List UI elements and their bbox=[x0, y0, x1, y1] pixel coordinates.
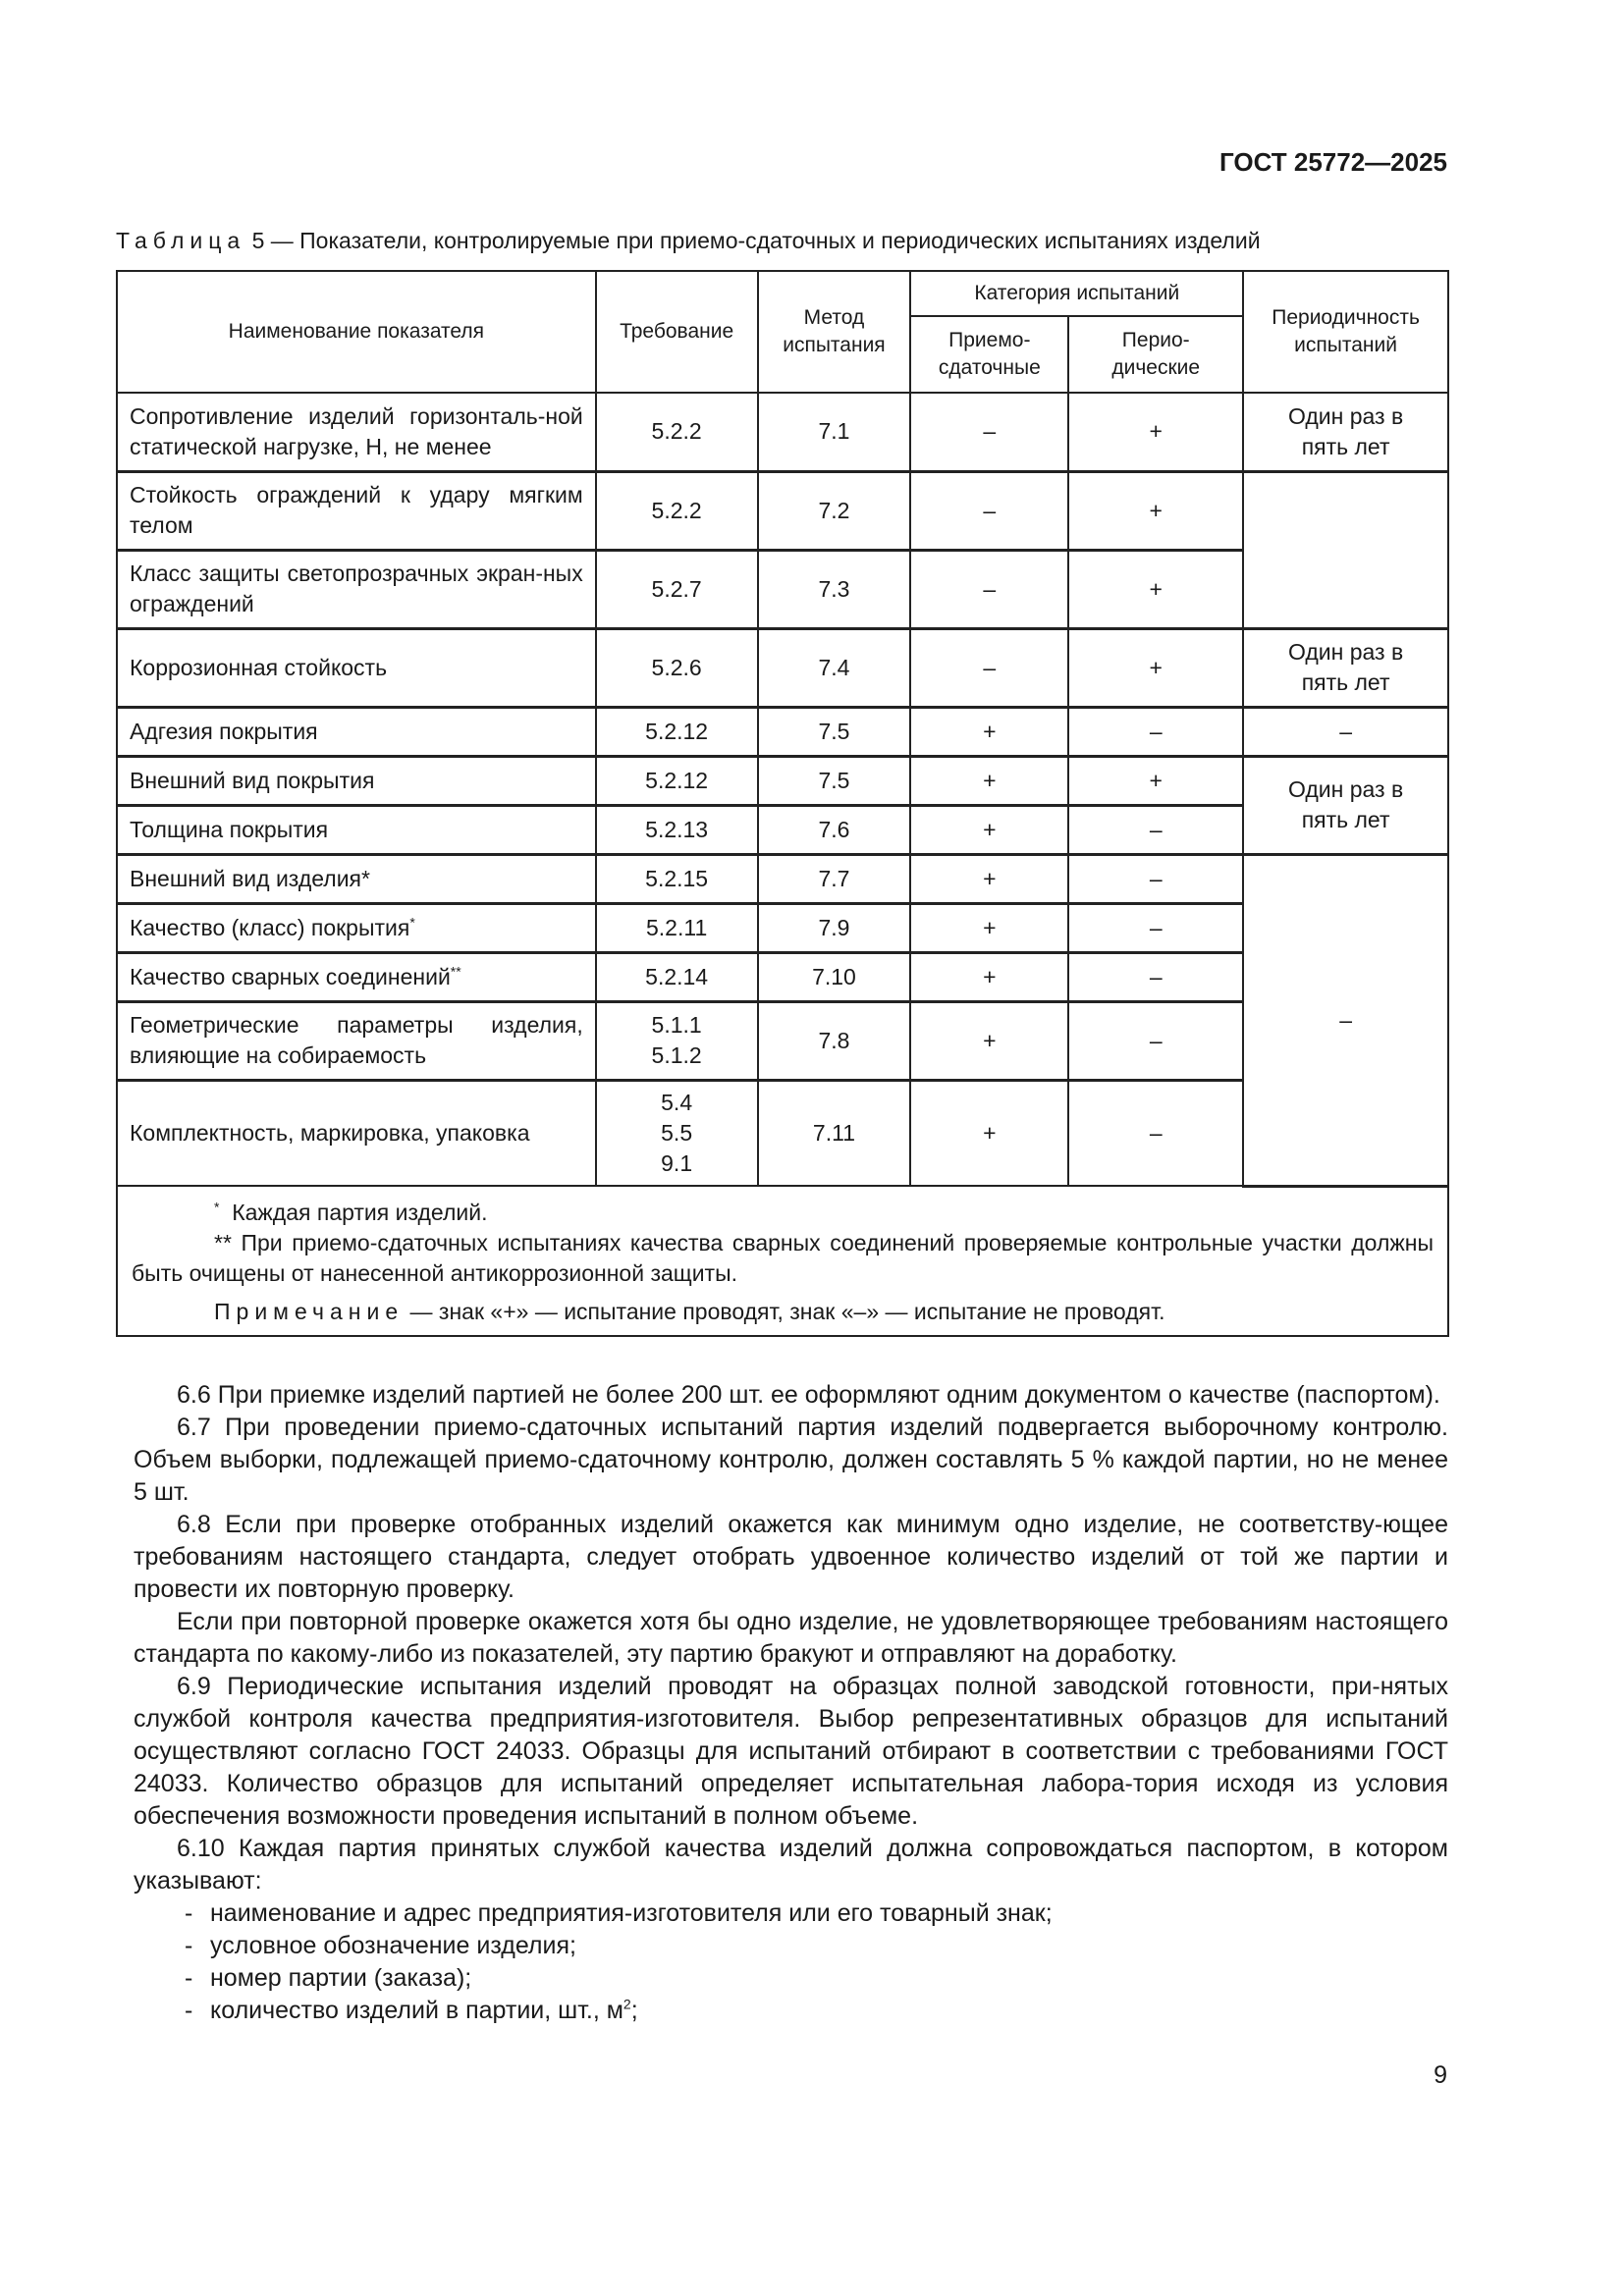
row-periodic: – bbox=[1068, 1080, 1243, 1186]
row-periodic: + bbox=[1068, 393, 1243, 471]
row-acceptance: + bbox=[910, 707, 1068, 756]
row-name: Геометрические параметры изделия, влияющие на собираемость bbox=[117, 1001, 596, 1080]
row-requirement: 5.2.12 bbox=[596, 756, 758, 805]
row-acceptance: + bbox=[910, 903, 1068, 952]
row-periodicity: – bbox=[1243, 854, 1448, 1186]
row-name: Стойкость ограждений к удару мягким телом bbox=[117, 471, 596, 550]
list-item-text: номер партии (заказа); bbox=[210, 1964, 472, 1992]
row-name: Комплектность, маркировка, упаковка bbox=[117, 1080, 596, 1186]
row-periodic: + bbox=[1068, 550, 1243, 628]
row-periodic: – bbox=[1068, 854, 1243, 903]
row-requirement: 5.2.13 bbox=[596, 805, 758, 854]
row-name-text: Качество сварных соединений bbox=[130, 963, 451, 989]
page-number: 9 bbox=[1434, 2061, 1447, 2089]
row-requirement bbox=[596, 1080, 758, 1186]
row-periodic: – bbox=[1068, 952, 1243, 1001]
row-requirement: 5.2.7 bbox=[596, 550, 758, 628]
row-acceptance: + bbox=[910, 1001, 1068, 1080]
row-requirement: 5.2.12 bbox=[596, 707, 758, 756]
row-method: 7.6 bbox=[758, 805, 911, 854]
row-periodicity: Один раз в пять лет bbox=[1243, 628, 1448, 707]
paragraph-6-8: 6.8 Если при проверке отобранных изделий окажется как минимум одно изделие, не соответству-ющее требованиям настоящего стандарта, следует отобрать удвоенное количество изделий от той же партии и провести их повторную проверку. bbox=[134, 1511, 1448, 1603]
table-footnotes-row bbox=[117, 1186, 1448, 1336]
header-category: Категория испытаний bbox=[910, 271, 1243, 316]
row-method: 7.3 bbox=[758, 550, 911, 628]
row-name: Внешний вид покрытия bbox=[117, 756, 596, 805]
row-requirement: 5.2.2 bbox=[596, 471, 758, 550]
footnote-1-text: Каждая партия изделий. bbox=[232, 1199, 488, 1225]
paragraph-6-6: 6.6 При приемке изделий партией не более 200 шт. ее оформляют одним документом о качестве (паспортом). bbox=[177, 1381, 1440, 1409]
row-name: Адгезия покрытия bbox=[117, 707, 596, 756]
paragraph-6-9: 6.9 Периодические испытания изделий проводят на образцах полной заводской готовности, при-нятых службой контроля качества предприятия-изготовителя. Выбор репрезентативных образцов для испытаний осуществляют согласно ГОСТ 24033. Образцы для испытаний отбирают в соответствии с требованиями ГОСТ 24033. Количество образцов для испытаний определяет испытательная лабора-тория исходя из условия обеспечения возможности проведения испытаний в полном объеме. bbox=[134, 1673, 1448, 1830]
footnote-1 bbox=[132, 1198, 1434, 1228]
row-method: 7.4 bbox=[758, 628, 911, 707]
row-periodic: – bbox=[1068, 805, 1243, 854]
list-item bbox=[185, 1930, 1448, 1962]
row-method: 7.2 bbox=[758, 471, 911, 550]
row-requirement: 5.2.6 bbox=[596, 628, 758, 707]
note-word: Примечание bbox=[214, 1298, 405, 1324]
row-acceptance: + bbox=[910, 854, 1068, 903]
header-periodic: Перио-дические bbox=[1068, 316, 1243, 393]
footnote-1-mark: * bbox=[214, 1198, 220, 1214]
list-item bbox=[185, 1995, 1448, 2027]
table-row bbox=[117, 854, 1448, 903]
table-note bbox=[132, 1297, 1434, 1327]
row-acceptance: + bbox=[910, 805, 1068, 854]
list-dash: - bbox=[185, 1899, 193, 1927]
row-method: 7.8 bbox=[758, 1001, 911, 1080]
row-method: 7.5 bbox=[758, 707, 911, 756]
note-text: — знак «+» — испытание проводят, знак «–» — испытание не проводят. bbox=[409, 1298, 1165, 1324]
row-periodicity-empty bbox=[1243, 471, 1448, 628]
table-caption-word: Таблица bbox=[116, 228, 246, 253]
header-periodicity: Периодичность испытаний bbox=[1243, 271, 1448, 393]
row-name: Толщина покрытия bbox=[117, 805, 596, 854]
body-text bbox=[134, 1379, 1448, 2027]
table-caption bbox=[116, 228, 1261, 254]
list-item-text: условное обозначение изделия; bbox=[210, 1932, 576, 1959]
header-acceptance: Приемо-сдаточные bbox=[910, 316, 1068, 393]
row-name: Сопротивление изделий горизонталь-ной статической нагрузке, Н, не менее bbox=[117, 393, 596, 471]
footnote-2: ** При приемо-сдаточных испытаниях качества сварных соединений проверяемые контрольные участки должны быть очищены от нанесенной антикоррозионной защиты. bbox=[132, 1229, 1434, 1286]
list-dash: - bbox=[185, 1932, 193, 1959]
table-row bbox=[117, 707, 1448, 756]
row-name-text: Качество (класс) покрытия bbox=[130, 914, 410, 940]
row-periodic: – bbox=[1068, 903, 1243, 952]
row-acceptance: + bbox=[910, 952, 1068, 1001]
row-acceptance: – bbox=[910, 393, 1068, 471]
footnote-mark: ** bbox=[450, 962, 461, 979]
row-periodic: – bbox=[1068, 1001, 1243, 1080]
row-method: 7.5 bbox=[758, 756, 911, 805]
table-header-row bbox=[117, 271, 1448, 316]
table-row bbox=[117, 393, 1448, 471]
list-dash: - bbox=[185, 1964, 193, 1992]
row-name: Коррозионная стойкость bbox=[117, 628, 596, 707]
row-method: 7.9 bbox=[758, 903, 911, 952]
row-name: Класс защиты светопрозрачных экран-ных ограждений bbox=[117, 550, 596, 628]
row-name bbox=[117, 903, 596, 952]
list-item-superscript: 2 bbox=[623, 1996, 631, 2012]
row-name bbox=[117, 952, 596, 1001]
paragraph-6-8-continued: Если при повторной проверке окажется хотя бы одно изделие, не удовлетворяющее требованиям настоящего стандарта по какому-либо из показателей, эту партию бракуют и отправляют на доработку. bbox=[134, 1608, 1448, 1668]
table-caption-text: 5 — Показатели, контролируемые при приемо-сдаточных и периодических испытаниях изделий bbox=[251, 228, 1261, 253]
row-periodic: + bbox=[1068, 628, 1243, 707]
req-line: 5.1.1 bbox=[651, 1012, 702, 1038]
row-method: 7.10 bbox=[758, 952, 911, 1001]
indicators-table bbox=[116, 270, 1449, 1337]
req-line: 5.5 bbox=[661, 1119, 693, 1146]
table-footnotes bbox=[117, 1186, 1448, 1336]
row-requirement bbox=[596, 1001, 758, 1080]
row-method: 7.7 bbox=[758, 854, 911, 903]
row-acceptance: + bbox=[910, 756, 1068, 805]
paragraph-6-10: 6.10 Каждая партия принятых службой качества изделий должна сопровождаться паспортом, в котором указывают: bbox=[134, 1835, 1448, 1895]
row-acceptance: – bbox=[910, 471, 1068, 550]
list-item bbox=[185, 1897, 1448, 1930]
row-acceptance: – bbox=[910, 628, 1068, 707]
row-periodicity: – bbox=[1243, 707, 1448, 756]
document-code: ГОСТ 25772—2025 bbox=[1219, 147, 1447, 177]
row-acceptance: + bbox=[910, 1080, 1068, 1186]
passport-contents-list bbox=[134, 1897, 1448, 2027]
row-periodic: – bbox=[1068, 707, 1243, 756]
header-name: Наименование показателя bbox=[117, 271, 596, 393]
header-method: Метод испытания bbox=[758, 271, 911, 393]
row-requirement: 5.2.11 bbox=[596, 903, 758, 952]
row-method: 7.1 bbox=[758, 393, 911, 471]
table-row bbox=[117, 471, 1448, 550]
req-line: 9.1 bbox=[661, 1149, 693, 1176]
list-item-text: количество изделий в партии, шт., м bbox=[210, 1997, 623, 2024]
list-item bbox=[185, 1962, 1448, 1995]
req-line: 5.1.2 bbox=[651, 1042, 702, 1068]
table-row bbox=[117, 628, 1448, 707]
list-dash: - bbox=[185, 1997, 193, 2024]
row-periodic: + bbox=[1068, 471, 1243, 550]
row-name: Внешний вид изделия* bbox=[117, 854, 596, 903]
row-requirement: 5.2.15 bbox=[596, 854, 758, 903]
row-method: 7.11 bbox=[758, 1080, 911, 1186]
row-requirement: 5.2.2 bbox=[596, 393, 758, 471]
table-row bbox=[117, 756, 1448, 805]
row-acceptance: – bbox=[910, 550, 1068, 628]
row-requirement: 5.2.14 bbox=[596, 952, 758, 1001]
row-periodicity: Один раз в пять лет bbox=[1243, 393, 1448, 471]
paragraph-6-7: 6.7 При проведении приемо-сдаточных испытаний партия изделий подвергается выборочному контролю. Объем выборки, подлежащей приемо-сдаточному контролю, должен составлять 5 % каждой партии, но не менее 5 шт. bbox=[134, 1414, 1448, 1506]
req-line: 5.4 bbox=[661, 1089, 693, 1115]
row-periodic: + bbox=[1068, 756, 1243, 805]
header-requirement: Требование bbox=[596, 271, 758, 393]
list-item-tail: ; bbox=[630, 1997, 638, 2024]
footnote-mark: * bbox=[409, 913, 415, 930]
list-item-text: наименование и адрес предприятия-изготовителя или его товарный знак; bbox=[210, 1899, 1053, 1927]
row-periodicity: Один раз в пять лет bbox=[1243, 756, 1448, 854]
